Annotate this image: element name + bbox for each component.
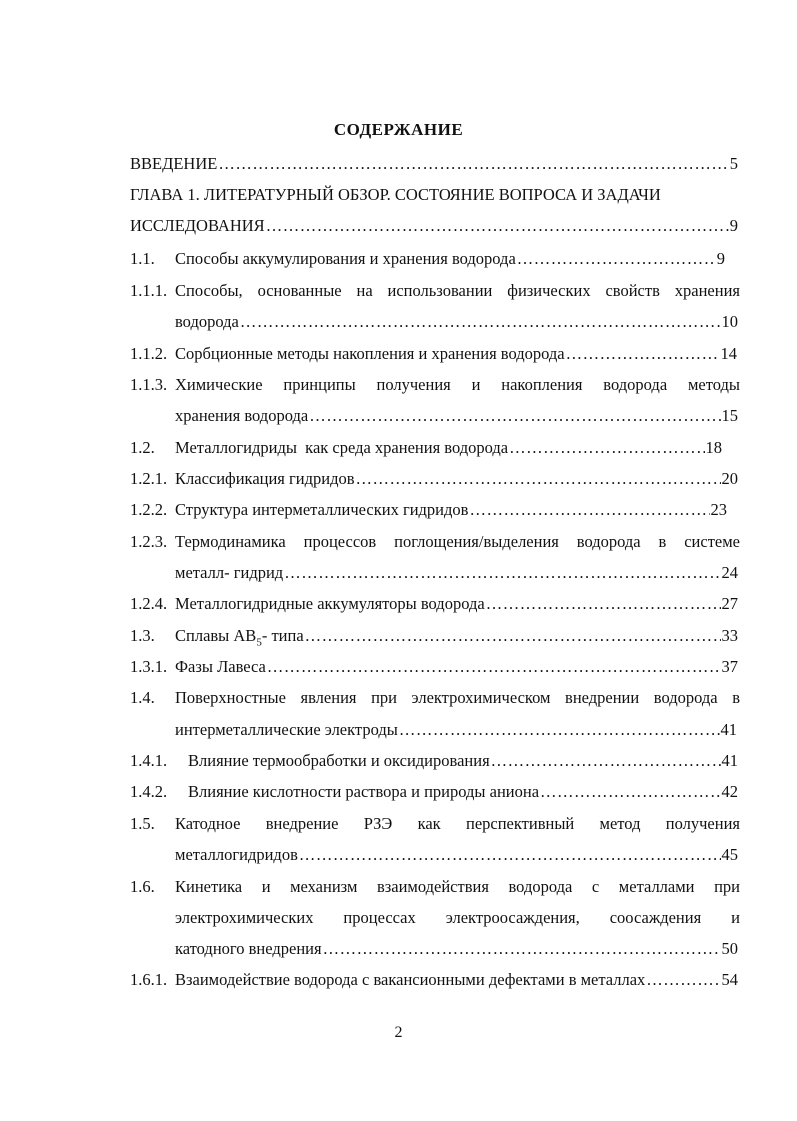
toc-page-number: 54 (721, 970, 738, 989)
toc-entry-1-1[interactable] (130, 249, 725, 269)
toc-entry-chapter-1-cont[interactable] (130, 216, 738, 236)
toc-entry-text: Структура интерметаллических гидридов (175, 500, 469, 519)
toc-entry-number: 1.6. (130, 877, 155, 896)
toc-entry-number: 1.2.4. (130, 594, 168, 613)
toc-entry-number: 1.5. (130, 814, 155, 833)
toc-entry-1-3[interactable] (130, 626, 738, 652)
toc-entry-text: металл- гидрид (175, 563, 284, 582)
toc-entry-1-2-4[interactable] (130, 594, 738, 614)
toc-leader (566, 344, 720, 364)
toc-entry-subscript: 5 (256, 636, 262, 649)
toc-entry-number: 1.3. (130, 626, 155, 645)
toc-page-number: 5 (729, 154, 738, 173)
toc-entry-1-6-1[interactable] (130, 970, 738, 990)
toc-entry-1-2-1[interactable] (130, 469, 738, 489)
toc-entry-number: 1.6.1. (130, 970, 168, 989)
toc-page-number: 15 (721, 406, 738, 425)
toc-leader (323, 939, 721, 959)
toc-page-number: 45 (721, 845, 738, 864)
toc-leader (646, 970, 720, 990)
toc-entry-text: Классификация гидридов (175, 469, 355, 488)
toc-entry-text: Сорбционные методы накопления и хранения водорода (175, 344, 565, 363)
toc-leader (469, 500, 709, 520)
toc-page-number: 24 (721, 563, 738, 582)
toc-leader (305, 626, 721, 646)
toc-entry-text: Кинетика и механизм взаимодействия водорода с металлами при (175, 877, 740, 896)
toc-entry-1-2-2[interactable] (130, 500, 727, 520)
toc-entry-number: 1.2.2. (130, 500, 168, 519)
toc-entry-chapter-1[interactable] (130, 185, 740, 205)
toc-entry-1-5-cont[interactable] (175, 845, 738, 865)
toc-page-number: 33 (721, 626, 738, 645)
toc-entry-text-post: - типа (261, 626, 304, 645)
toc-page-number: 23 (710, 500, 727, 519)
toc-leader (309, 406, 720, 426)
toc-entry-text: Металлогидридные аккумуляторы водорода (175, 594, 485, 613)
toc-entry-number: 1.3.1. (130, 657, 168, 676)
toc-entry-number: 1.4. (130, 688, 155, 707)
toc-entry-1-1-1[interactable] (130, 281, 740, 301)
toc-entry-1-4[interactable] (130, 688, 740, 708)
toc-leader (266, 216, 729, 236)
toc-entry-1-1-1-cont[interactable] (175, 312, 738, 332)
toc-page-number: 50 (721, 939, 738, 958)
page-number: 2 (394, 1024, 403, 1041)
toc-entry-1-6-cont[interactable] (175, 908, 740, 928)
toc-page-number: 41 (720, 720, 737, 739)
toc-entry-text: Фазы Лавеса (175, 657, 266, 676)
toc-entry-1-6[interactable] (130, 877, 740, 897)
toc-entry-number: 1.2.3. (130, 532, 168, 551)
toc-entry-text: Влияние термообработки и оксидирования (188, 751, 490, 770)
toc-entry-text: Поверхностные явления при электрохимическом внедрении водорода в (175, 688, 740, 707)
toc-page-number: 42 (721, 782, 738, 801)
toc-entry-text: ГЛАВА 1. ЛИТЕРАТУРНЫЙ ОБЗОР. СОСТОЯНИЕ ВОПРОСА И ЗАДАЧИ (130, 185, 661, 204)
toc-entry-1-4-2[interactable] (130, 782, 738, 802)
toc-entry-number: 1.4.2. (130, 782, 168, 801)
toc-entry-1-2-3[interactable] (130, 532, 740, 552)
toc-leader (267, 657, 721, 677)
toc-entry-text: Способы аккумулирования и хранения водорода (175, 249, 516, 268)
toc-leader (218, 154, 728, 174)
toc-entry-text-pre: Сплавы AB (175, 626, 257, 645)
toc-entry-text: катодного внедрения (175, 939, 322, 958)
toc-entry-text: электрохимических процессах электроосаждения, соосаждения и (175, 908, 740, 927)
toc-entry-1-2-3-cont[interactable] (175, 563, 738, 583)
toc-entry-number: 1.2.1. (130, 469, 168, 488)
toc-entry-1-1-3-cont[interactable] (175, 406, 738, 426)
toc-entry-text: Влияние кислотности раствора и природы аниона (188, 782, 540, 801)
toc-page-number: 41 (721, 751, 738, 770)
toc-page-number: 37 (721, 657, 738, 676)
toc-leader (356, 469, 721, 489)
toc-leader (486, 594, 721, 614)
toc-entry-text: Металлогидриды как среда хранения водорода (175, 438, 509, 457)
toc-page-number: 27 (721, 594, 738, 613)
toc-entry-text: Способы, основанные на использовании физических свойств хранения (175, 281, 740, 300)
toc-leader (491, 751, 721, 771)
toc-entry-1-2[interactable] (130, 438, 722, 458)
toc-entry-1-1-3[interactable] (130, 375, 740, 395)
toc-page-number: 14 (720, 344, 737, 363)
toc-leader (517, 249, 716, 269)
toc-entry-text: Химические принципы получения и накопления водорода методы (175, 375, 740, 394)
toc-entry-1-4-1[interactable] (130, 751, 738, 771)
toc-entry-intro[interactable] (130, 154, 738, 174)
toc-page-number: 9 (716, 249, 725, 268)
toc-entry-1-4-cont[interactable] (175, 720, 737, 740)
toc-entry-text: ВВЕДЕНИЕ (130, 154, 218, 173)
page-title: СОДЕРЖАНИЕ (333, 120, 464, 139)
toc-page-number: 20 (721, 469, 738, 488)
toc-entry-text (175, 626, 304, 652)
toc-entry-1-1-2[interactable] (130, 344, 737, 364)
toc-entry-text: Катодное внедрение РЗЭ как перспективный метод получения (175, 814, 740, 833)
toc-entry-text: Термодинамика процессов поглощения/выделения водорода в системе (175, 532, 740, 551)
toc-entry-number: 1.1. (130, 249, 155, 268)
toc-leader (240, 312, 721, 332)
toc-entry-number: 1.1.3. (130, 375, 168, 394)
toc-entry-number: 1.2. (130, 438, 155, 457)
toc-leader (299, 845, 721, 865)
toc-entry-text: водорода (175, 312, 239, 331)
toc-entry-number: 1.4.1. (130, 751, 168, 770)
toc-page-number: 18 (705, 438, 722, 457)
toc-entry-text: хранения водорода (175, 406, 309, 425)
toc-entry-1-3-1[interactable] (130, 657, 738, 677)
toc-entry-text: металлогидридов (175, 845, 298, 864)
toc-entry-text: Взаимодействие водорода с вакансионными дефектами в металлах (175, 970, 646, 989)
toc-entry-1-5[interactable] (130, 814, 740, 834)
toc-entry-text: интерметаллические электроды (175, 720, 398, 739)
toc-leader (509, 438, 704, 458)
toc-leader (399, 720, 720, 740)
toc-page-number: 10 (721, 312, 738, 331)
toc-entry-1-6-cont2[interactable] (175, 939, 738, 959)
toc-leader (284, 563, 720, 583)
toc-leader (540, 782, 720, 802)
toc-entry-number: 1.1.1. (130, 281, 168, 300)
toc-entry-text: ИССЛЕДОВАНИЯ (130, 216, 265, 235)
toc-entry-number: 1.1.2. (130, 344, 168, 363)
toc-page-number: 9 (729, 216, 738, 235)
